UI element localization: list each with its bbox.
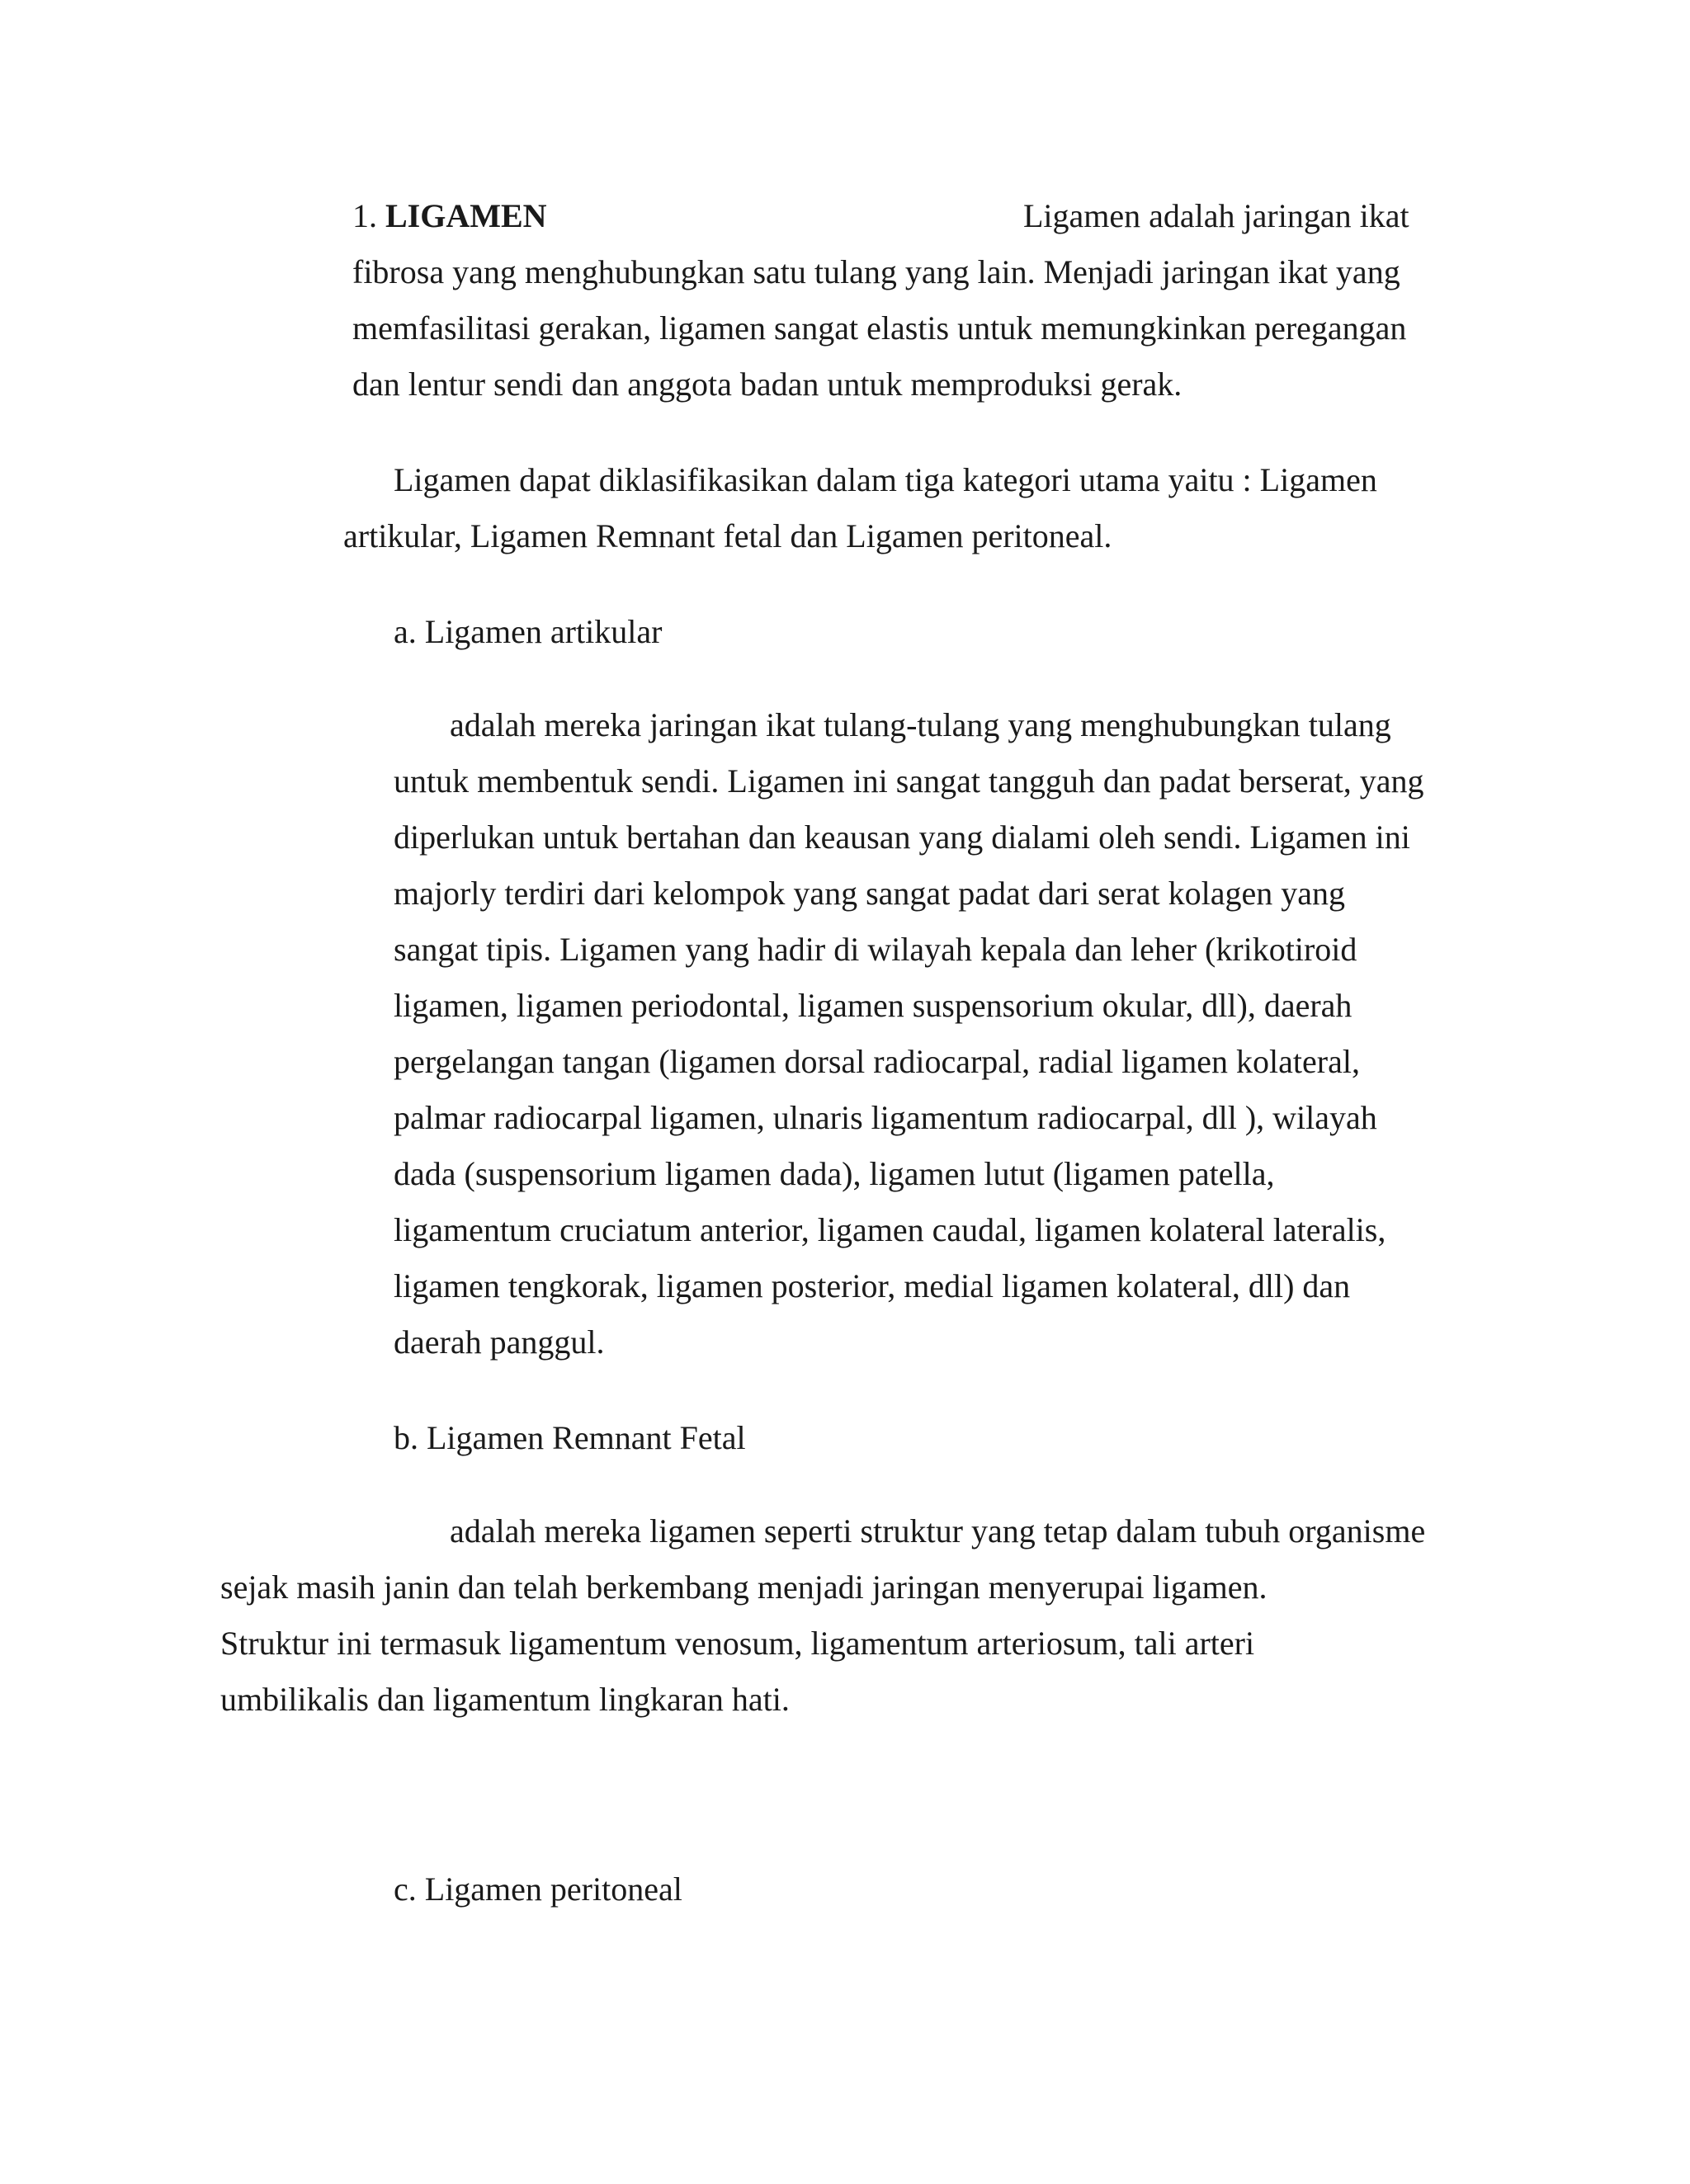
subheading-b: b. Ligamen Remnant Fetal <box>394 1419 746 1456</box>
sub-a-line-4: majorly terdiri dari kelompok yang sangat padat dari serat kolagen yang <box>394 875 1345 912</box>
intro-line-1: Ligamen adalah jaringan ikat <box>1023 197 1409 234</box>
section-heading <box>352 188 547 244</box>
section-number: 1. <box>352 197 377 234</box>
sub-a-line-5: sangat tipis. Ligamen yang hadir di wilayah kepala dan leher (krikotiroid <box>394 931 1357 968</box>
classification-line-1: Ligamen dapat diklasifikasikan dalam tiga kategori utama yaitu : Ligamen <box>394 461 1377 498</box>
sub-a-line-2: untuk membentuk sendi. Ligamen ini sangat tangguh dan padat berserat, yang <box>394 762 1424 800</box>
sub-a-line-12: daerah panggul. <box>394 1323 605 1361</box>
sub-a-line-6: ligamen, ligamen periodontal, ligamen suspensorium okular, dll), daerah <box>394 987 1352 1024</box>
sub-a-line-1: adalah mereka jaringan ikat tulang-tulang yang menghubungkan tulang <box>450 706 1391 743</box>
sub-a-line-7: pergelangan tangan (ligamen dorsal radiocarpal, radial ligamen kolateral, <box>394 1043 1360 1080</box>
subheading-c: c. Ligamen peritoneal <box>394 1870 682 1908</box>
sub-b-line-1: adalah mereka ligamen seperti struktur yang tetap dalam tubuh organisme <box>450 1512 1426 1550</box>
sub-a-line-10: ligamentum cruciatum anterior, ligamen caudal, ligamen kolateral lateralis, <box>394 1211 1386 1248</box>
sub-a-line-3: diperlukan untuk bertahan dan keausan yang dialami oleh sendi. Ligamen ini <box>394 818 1410 856</box>
intro-line-4: dan lentur sendi dan anggota badan untuk memproduksi gerak. <box>352 366 1183 403</box>
sub-a-line-8: palmar radiocarpal ligamen, ulnaris ligamentum radiocarpal, dll ), wilayah <box>394 1099 1377 1136</box>
classification-line-2: artikular, Ligamen Remnant fetal dan Ligamen peritoneal. <box>343 517 1112 554</box>
sub-a-line-9: dada (suspensorium ligamen dada), ligamen lutut (ligamen patella, <box>394 1155 1275 1192</box>
sub-b-line-2: sejak masih janin dan telah berkembang menjadi jaringan menyerupai ligamen. <box>220 1568 1268 1606</box>
sub-b-line-4: umbilikalis dan ligamentum lingkaran hati. <box>220 1681 790 1718</box>
intro-line-3: memfasilitasi gerakan, ligamen sangat elastis untuk memungkinkan peregangan <box>352 309 1407 347</box>
intro-line-2: fibrosa yang menghubungkan satu tulang yang lain. Menjadi jaringan ikat yang <box>352 253 1400 290</box>
sub-b-line-3: Struktur ini termasuk ligamentum venosum, ligamentum arteriosum, tali arteri <box>220 1625 1255 1662</box>
section-title: LIGAMEN <box>385 197 547 234</box>
subheading-a: a. Ligamen artikular <box>394 613 663 650</box>
sub-a-line-11: ligamen tengkorak, ligamen posterior, medial ligamen kolateral, dll) dan <box>394 1267 1351 1304</box>
